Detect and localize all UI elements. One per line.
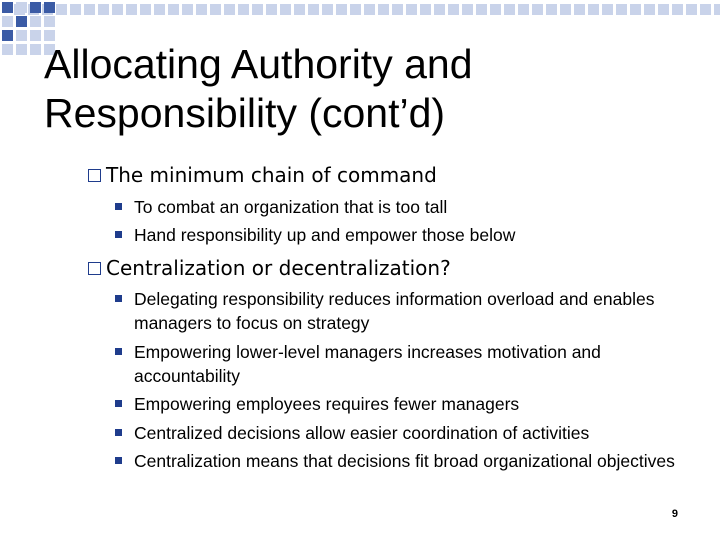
bullet-1-sub-2: Hand responsibility up and empower those below [134,225,516,245]
bullet-2-sub-4: Centralized decisions allow easier coordination of activities [134,423,590,443]
bullet-2-sub-5: Centralization means that decisions fit broad organizational objectives [134,451,675,471]
bullet-2-sub-3: Empowering employees requires fewer managers [134,394,520,414]
hollow-square-icon [88,262,101,275]
filled-square-icon [115,457,122,464]
hollow-square-icon [88,169,101,182]
bullet-2-sub-1: Delegating responsibility reduces information overload and enables managers to focus on strategy [134,289,655,333]
bullet-1-text: The minimum chain of command [106,163,437,187]
filled-square-icon [115,295,122,302]
bullet-2-text: Centralization or decentralization? [106,256,451,280]
filled-square-icon [115,203,122,210]
filled-square-icon [115,429,122,436]
bullet-2-sub-2: Empowering lower-level managers increases motivation and accountability [134,342,601,386]
bullet-1-sub-1: To combat an organization that is too tall [134,197,448,217]
filled-square-icon [115,400,122,407]
slide-title-line-1: Allocating Authority and [44,41,473,87]
page-number: 9 [671,508,678,520]
filled-square-icon [115,231,122,238]
filled-square-icon [115,348,122,355]
slide-title-line-2: Responsibility (cont’d) [44,90,446,136]
